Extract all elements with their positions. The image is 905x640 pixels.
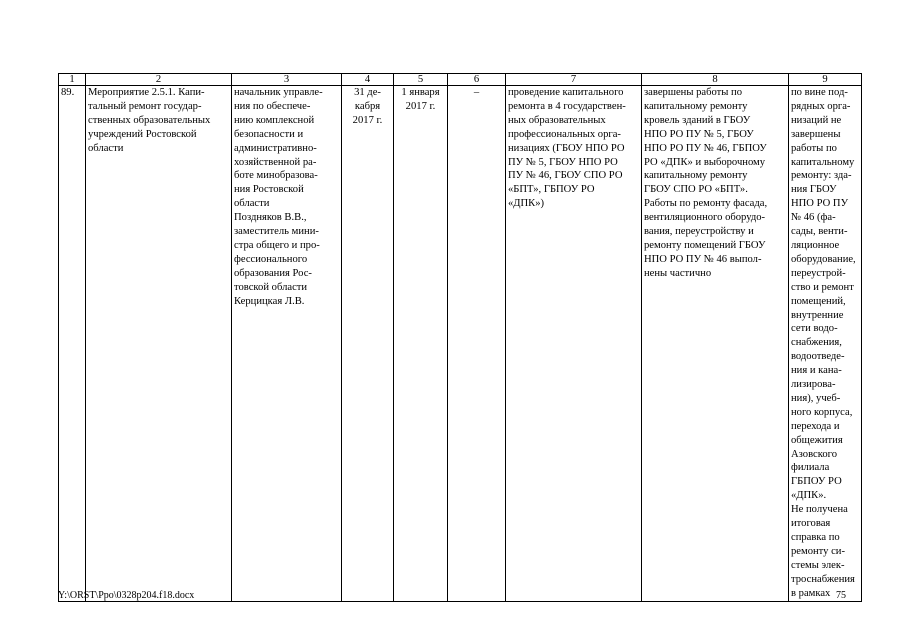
column-number-9: 9 <box>789 74 862 86</box>
footer-file-path: Y:\ORST\Ppo\0328p204.f18.docx <box>58 590 195 601</box>
column-number-6: 6 <box>448 74 506 86</box>
planned-date-cell: 31 де- кабря 2017 г. <box>342 86 394 602</box>
column-number-row <box>59 74 862 86</box>
table-row <box>59 86 862 602</box>
planned-result-cell: проведение капитального ремонта в 4 государствен- ных образовательных профессиональных орга- низациях (ГБОУ НПО РО ПУ № 5, ГБОУ НПО РО ПУ № 46, ГБОУ СПО РО «БПТ», ГБПОУ РО «ДПК») <box>506 86 642 602</box>
column-number-3: 3 <box>232 74 342 86</box>
column-6-cell: – <box>448 86 506 602</box>
footer-page-number: 75 <box>836 590 846 601</box>
report-table <box>58 73 862 602</box>
column-number-5: 5 <box>394 74 448 86</box>
reasons-cell: по вине под- рядных орга- низаций не завершены работы по капитальному ремонту: зда- ния ГБОУ НПО РО ПУ № 46 (фа- сады, венти- ляционное оборудование, переустрой- ство и ремонт помещений, внутренние сети водо- снабжения, водоотведе- ния и кана- лизирова- ния), учеб- ного корпуса, перехода и общежития Азовского филиала ГБПОУ РО «ДПК». Не получена итоговая справка по ремонту си- стемы элек- троснабжения в рамках <box>789 86 862 602</box>
actual-result-cell: завершены работы по капитальному ремонту кровель зданий в ГБОУ НПО РО ПУ № 5, ГБОУ НПО РО ПУ № 46, ГБПОУ РО «ДПК» и выборочному капитальному ремонту ГБОУ СПО РО «БПТ». Работы по ремонту фасада, вентиляционного оборудо- вания, переустройству и ремонту помещений ГБОУ НПО РО ПУ № 46 выпол- нены частично <box>642 86 789 602</box>
responsible-cell: начальник управле- ния по обеспече- нию комплексной безопасности и административно- хозяйственной ра- боте минобразова- ния Ростовской области Поздняков В.В., заместитель мини- стра общего и про- фессионального образования Рос- товской области Керцицкая Л.В. <box>232 86 342 602</box>
column-number-8: 8 <box>642 74 789 86</box>
column-number-7: 7 <box>506 74 642 86</box>
column-number-2: 2 <box>86 74 232 86</box>
row-number-cell: 89. <box>59 86 86 602</box>
column-number-1: 1 <box>59 74 86 86</box>
event-cell: Мероприятие 2.5.1. Капи- тальный ремонт государ- ственных образовательных учреждений Ростовской области <box>86 86 232 602</box>
column-number-4: 4 <box>342 74 394 86</box>
actual-date-cell: 1 января 2017 г. <box>394 86 448 602</box>
